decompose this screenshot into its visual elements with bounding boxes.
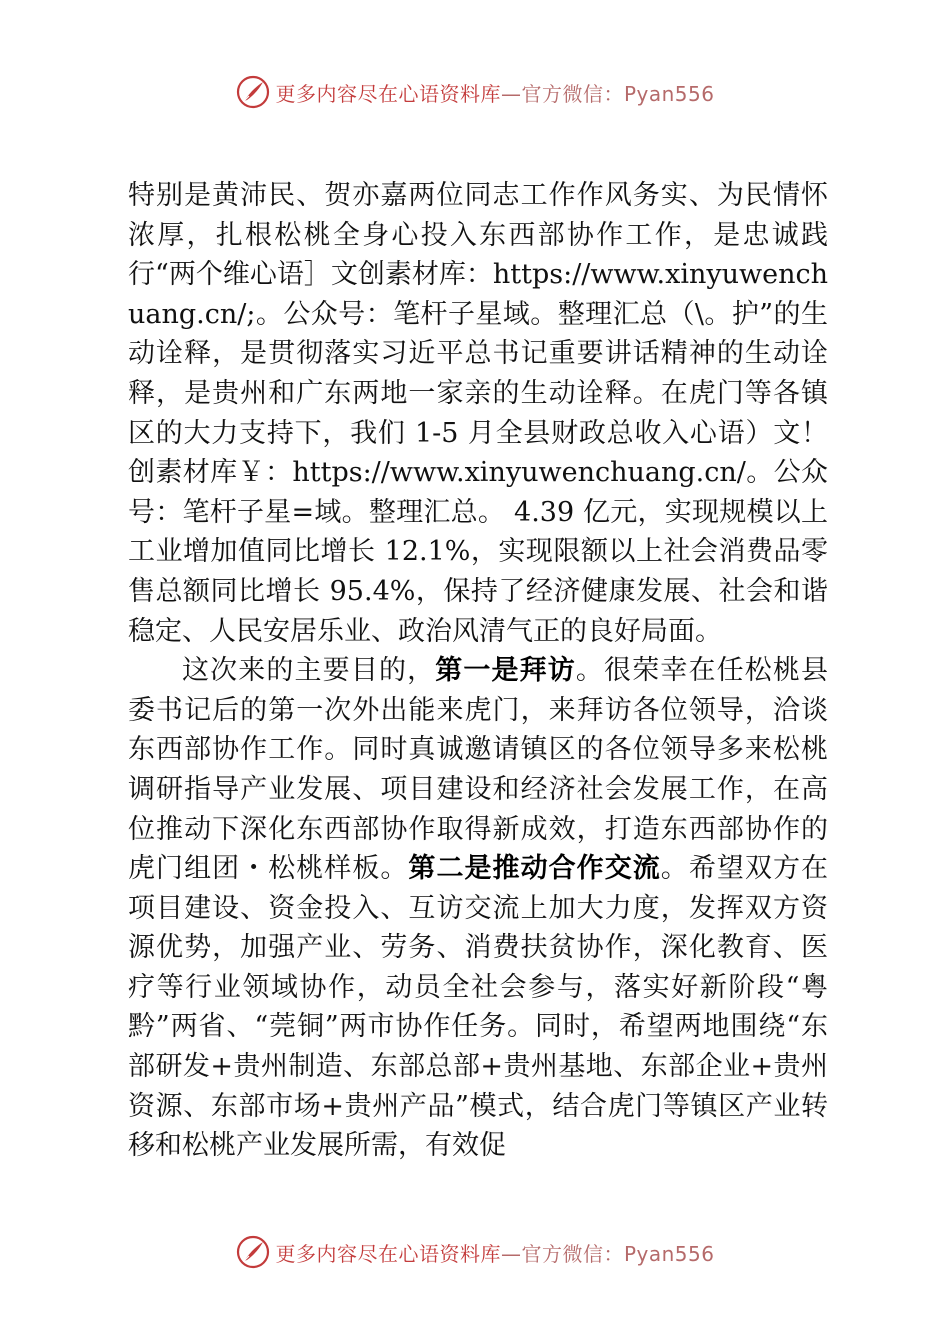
quill-logo-icon xyxy=(235,1234,271,1270)
paragraph-text: 这次来的主要目的， xyxy=(182,655,436,687)
quill-logo-icon xyxy=(235,74,271,110)
paragraph-text: 。很荣幸在任松桃县委书记后的第一次外出能来虎门，来拜访各位领导，洽谈东西部协作工作。同时真诚邀请镇区的各位领导多来松桃调研指导产业发展、项目建设和经济社会发展工作，在高位推动下深化东西部协作取得新成效，打造东西部协作的虎门组团・松桃样板。 xyxy=(128,655,829,885)
bold-heading-first: 第一是拜访 xyxy=(435,655,576,687)
header-watermark xyxy=(0,70,950,114)
paragraph-2 xyxy=(128,651,828,1166)
paragraph-text: 特别是黄沛民、贺亦嘉两位同志工作作风务实、为民情怀浓厚，扎根松桃全身心投入东西部协作工作，是忠诚践行“两个维心语］文创素材库：https://www.xinyuwenchuang.cn/;。公众号：笔杆子星域。整理汇总（\。护”的生动诠释，是贯彻落实习近平总书记重要讲话精神的生动诠释，是贵州和广东两地一家亲的生动诠释。在虎门等各镇区的大力支持下，我们 1-5 月全县财政总收入心语）文！创素材库￥：https://www.xinyuwenchuang.cn/。公众号：笔杆子星=域。整理汇总。 4.39 亿元，实现规模以上工业增加值同比增长 12.1%，实现限额以上社会消费品零售总额同比增长 95.4%，保持了经济健康发展、社会和谐稳定、人民安居乐业、政治风清气正的良好局面。 xyxy=(128,180,828,647)
document-body xyxy=(128,176,828,1166)
paragraph-1 xyxy=(128,176,828,651)
footer-watermark xyxy=(0,1230,950,1274)
bold-heading-second: 第二是推动合作交流 xyxy=(408,853,661,885)
banner-contact-text: —官方微信：Pyan556 xyxy=(500,1241,715,1266)
banner-lead-text: 更多内容尽在心语资料库 xyxy=(275,81,501,106)
paragraph-text: 。希望双方在项目建设、资金投入、互访交流上加大力度，发挥双方资源优势，加强产业、劳务、消费扶贫协作，深化教育、医疗等行业领域协作，动员全社会参与，落实好新阶段“粤黔”两省、“莞铜”两市协作任务。同时，希望两地围绕“东部研发+贵州制造、东部总部+贵州基地、东部企业+贵州资源、东部市场+贵州产品”模式，结合虎门等镇区产业转移和松桃产业发展所需，有效促 xyxy=(128,853,829,1162)
banner-contact-text: —官方微信：Pyan556 xyxy=(500,81,715,106)
banner-lead-text: 更多内容尽在心语资料库 xyxy=(275,1241,501,1266)
